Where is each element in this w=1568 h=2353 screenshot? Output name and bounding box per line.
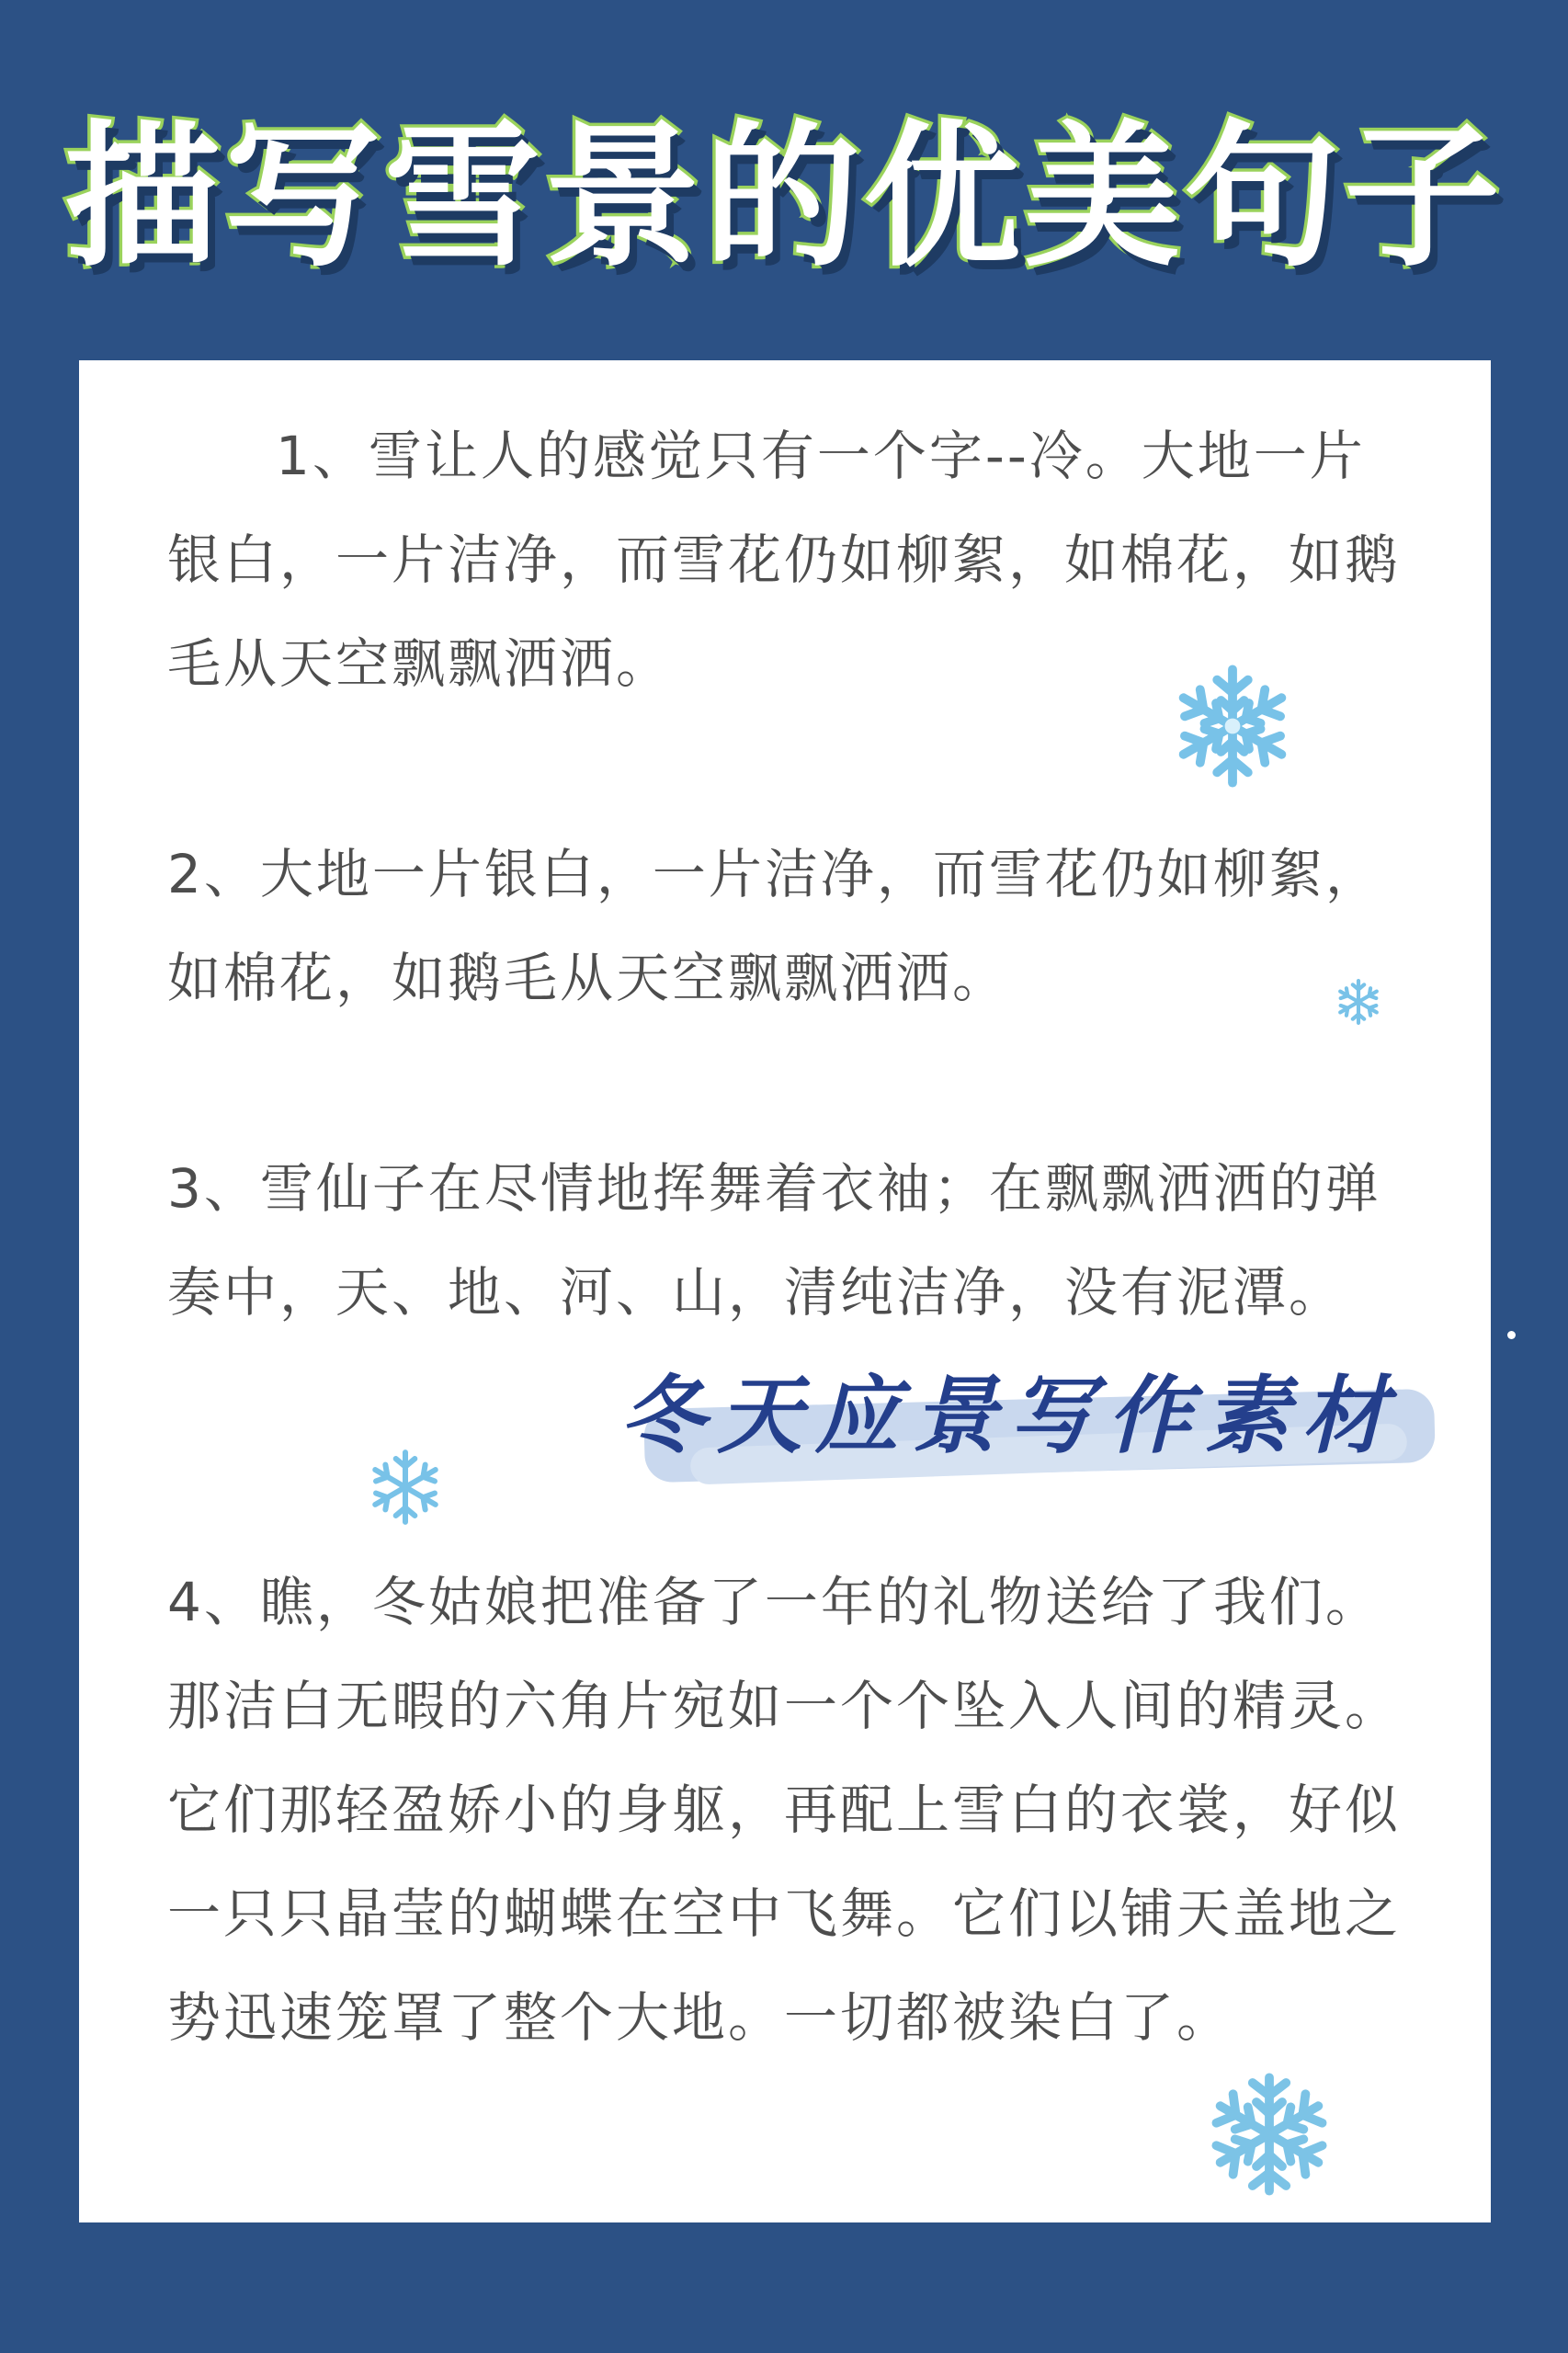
paragraph-3: 3、雪仙子在尽情地挥舞着衣袖；在飘飘洒洒的弹奏中，天、地、河、山，清纯洁净，没有泥潭。 — [167, 1157, 1381, 1324]
banner-label — [580, 1358, 1439, 1477]
snowflake-icon — [1335, 978, 1382, 1026]
snowflake-icon — [366, 1448, 445, 1527]
decorative-dot — [1507, 1331, 1516, 1339]
page-title: 描写雪景的优美句子 — [63, 107, 1504, 289]
content-card — [79, 360, 1491, 2222]
paragraph-4: 4、瞧，冬姑娘把准备了一年的礼物送给了我们。那洁白无暇的六角片宛如一个个坠入人间的精灵。它们那轻盈娇小的身躯，再配上雪白的衣裳，好似一只只晶莹的蝴蝶在空中飞舞。它们以铺天盖地之势迅速笼罩了整个大地。一切都被染白了。 — [167, 1571, 1402, 2049]
paragraph-2: 2、大地一片银白，一片洁净，而雪花仍如柳絮，如棉花，如鹅毛从天空飘飘洒洒。 — [167, 843, 1381, 1009]
snowflake-icon — [1205, 2070, 1334, 2199]
banner-text: 冬天应景写作素材 — [619, 1366, 1400, 1465]
snowflake-icon — [1168, 662, 1297, 790]
paragraph-1: 1、雪让人的感觉只有一个字--冷。大地一片银白，一片洁净，而雪花仍如柳絮，如棉花，如鹅毛从天空飘飘洒洒。 — [167, 425, 1402, 695]
